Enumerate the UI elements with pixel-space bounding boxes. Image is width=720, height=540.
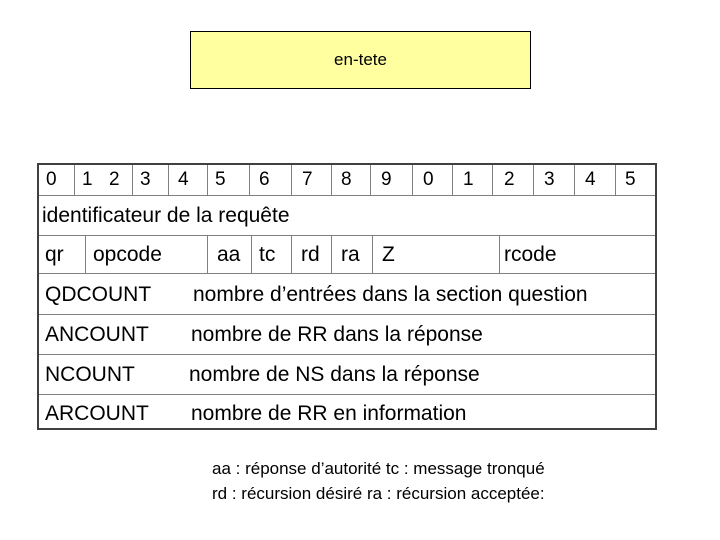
bit-divider bbox=[168, 165, 169, 195]
bit-label: 2 bbox=[504, 169, 515, 190]
bit-divider bbox=[74, 165, 75, 195]
bit-divider bbox=[574, 165, 575, 195]
rd-field: rd bbox=[301, 243, 320, 266]
qdcount-label: QDCOUNT bbox=[45, 283, 152, 306]
bit-label: 5 bbox=[625, 169, 636, 190]
bit-divider bbox=[492, 165, 493, 195]
z-field: Z bbox=[382, 243, 395, 266]
bit-divider bbox=[615, 165, 616, 195]
bit-label: 9 bbox=[381, 169, 392, 190]
bit-divider bbox=[452, 165, 453, 195]
bit-divider bbox=[249, 165, 250, 195]
ncount-desc: nombre de NS dans la réponse bbox=[189, 363, 480, 386]
bit-label: 4 bbox=[585, 169, 596, 190]
rcode-field: rcode bbox=[504, 243, 557, 266]
arcount-row bbox=[39, 395, 655, 430]
tc-field: tc bbox=[259, 243, 276, 266]
qdcount-row bbox=[39, 274, 655, 315]
opcode-field: opcode bbox=[93, 243, 162, 266]
dns-header-table bbox=[37, 163, 657, 430]
bit-numbers-row bbox=[39, 165, 655, 196]
bit-label: 1 bbox=[463, 169, 474, 190]
flags-row bbox=[39, 236, 655, 274]
bit-divider bbox=[132, 165, 133, 195]
legend-line-1: aa : réponse d’autorité tc : message tronqué bbox=[212, 459, 545, 478]
bit-label: 8 bbox=[341, 169, 352, 190]
arcount-desc: nombre de RR en information bbox=[191, 402, 467, 425]
header-label: en-tete bbox=[334, 50, 387, 69]
bit-label: 4 bbox=[178, 169, 189, 190]
qr-field: qr bbox=[45, 243, 64, 266]
bit-label: 2 bbox=[109, 169, 120, 190]
id-row bbox=[39, 196, 655, 236]
ancount-desc: nombre de RR dans la réponse bbox=[191, 323, 483, 346]
bit-label: 5 bbox=[215, 169, 226, 190]
legend-line-2: rd : récursion désiré ra : récursion acceptée: bbox=[212, 484, 545, 503]
bit-divider bbox=[533, 165, 534, 195]
aa-field: aa bbox=[217, 243, 241, 266]
bit-divider bbox=[207, 165, 208, 195]
qdcount-desc: nombre d’entrées dans la section question bbox=[193, 283, 588, 306]
flag-divider bbox=[331, 236, 332, 273]
flag-divider bbox=[372, 236, 373, 273]
bit-divider bbox=[412, 165, 413, 195]
bit-divider bbox=[291, 165, 292, 195]
id-field: identificateur de la requête bbox=[42, 204, 290, 227]
flag-divider bbox=[251, 236, 252, 273]
header-box bbox=[190, 31, 531, 89]
ra-field: ra bbox=[341, 243, 360, 266]
bit-label: 7 bbox=[302, 169, 313, 190]
ancount-row bbox=[39, 315, 655, 355]
flag-divider bbox=[291, 236, 292, 273]
bit-label: 3 bbox=[140, 169, 151, 190]
bit-divider bbox=[370, 165, 371, 195]
flag-divider bbox=[85, 236, 86, 273]
bit-label: 0 bbox=[423, 169, 434, 190]
ncount-label: NCOUNT bbox=[45, 363, 135, 386]
bit-label: 3 bbox=[544, 169, 555, 190]
bit-label: 6 bbox=[259, 169, 270, 190]
flag-divider bbox=[499, 236, 500, 273]
bit-label: 1 bbox=[82, 169, 93, 190]
bit-divider bbox=[331, 165, 332, 195]
bit-label: 0 bbox=[46, 169, 57, 190]
arcount-label: ARCOUNT bbox=[45, 402, 149, 425]
flag-divider bbox=[207, 236, 208, 273]
ncount-row bbox=[39, 355, 655, 395]
ancount-label: ANCOUNT bbox=[45, 323, 149, 346]
